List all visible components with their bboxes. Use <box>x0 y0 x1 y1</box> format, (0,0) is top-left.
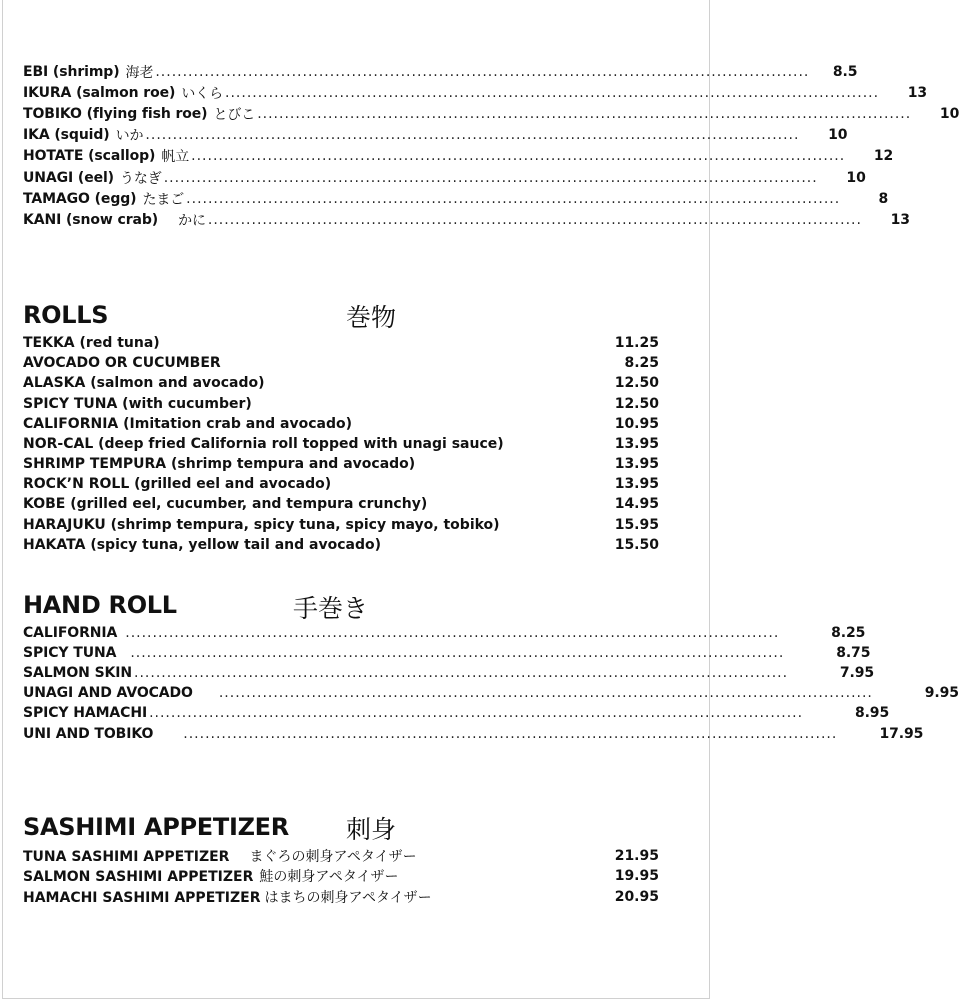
item-name: SPICY HAMACHI <box>23 705 148 721</box>
item-name: SHRIMP TEMPURA (shrimp tempura and avocado) <box>23 456 416 472</box>
item-name: CALIFORNIA <box>23 625 118 641</box>
item-price: 8 <box>878 191 889 207</box>
item-name: SALMON SASHIMI APPETIZER <box>23 869 254 885</box>
item-name: UNAGI AND AVOCADO <box>23 685 193 701</box>
menu-item <box>23 373 659 393</box>
item-price: 12 <box>873 148 894 164</box>
menu-item <box>23 434 659 454</box>
item-price: 17.95 <box>879 726 924 742</box>
item-name: IKA (squid) <box>23 127 110 143</box>
dot-leader: ........................................................................................................................ <box>149 705 804 721</box>
item-price: 21.95 <box>614 848 659 864</box>
item-price: 10.95 <box>614 416 659 432</box>
item-japanese-name: いか <box>115 128 144 144</box>
menu-item <box>23 83 928 103</box>
menu-page <box>2 0 959 999</box>
menu-item <box>23 189 889 209</box>
dot-leader: ........................................................................................................................ <box>145 127 800 143</box>
section-title-rolls: ROLLS <box>23 301 109 329</box>
dot-leader: ........................................................................................................................ <box>183 726 838 742</box>
menu-item <box>23 846 659 866</box>
item-price: 15.95 <box>614 517 659 533</box>
menu-item <box>23 394 659 414</box>
dot-leader: ........................................................................................................................ <box>207 212 862 228</box>
menu-item <box>23 494 659 514</box>
menu-item <box>23 724 924 744</box>
item-name: TEKKA (red tuna) <box>23 335 160 351</box>
item-price: 8.95 <box>854 705 890 721</box>
menu-item <box>23 866 659 886</box>
menu-item <box>23 454 659 474</box>
item-price: 15.50 <box>614 537 659 553</box>
item-name: TAMAGO (egg) <box>23 191 137 207</box>
item-japanese-name: 海老 <box>125 65 154 81</box>
item-japanese-name: はまちの刺身アペタイザー <box>264 890 432 906</box>
menu-item <box>23 146 894 166</box>
menu-item <box>23 210 910 230</box>
item-japanese-name: まぐろの刺身アペタイザー <box>249 849 417 865</box>
item-japanese-name: たまご <box>142 192 185 208</box>
item-name: SALMON SKIN <box>23 665 133 681</box>
menu-item <box>23 703 890 723</box>
menu-item <box>23 168 866 188</box>
item-price: 12.50 <box>614 375 659 391</box>
dot-leader: ........................................................................................................................ <box>130 645 785 661</box>
menu-item <box>23 62 858 82</box>
item-japanese-name: 鮭の刺身アペタイザー <box>259 869 399 885</box>
dot-leader: ........................................................................................................................ <box>134 665 789 681</box>
dot-leader: ........................................................................................................................ <box>191 148 846 164</box>
item-price: 13 <box>890 212 910 228</box>
item-japanese-name: かに <box>178 213 206 229</box>
item-name: TUNA SASHIMI APPETIZER <box>23 849 230 865</box>
item-name: KOBE (grilled eel, cucumber, and tempura crunchy) <box>23 496 428 512</box>
item-japanese-name: いくら <box>181 86 224 102</box>
item-price: 20.95 <box>614 889 659 905</box>
item-price: 11.25 <box>614 335 659 351</box>
item-name: SPICY TUNA (with cucumber) <box>23 396 252 412</box>
section-japanese-title-hand-roll: 手巻き <box>293 594 369 623</box>
menu-item <box>23 333 659 353</box>
item-price: 10 <box>828 127 848 143</box>
item-name: AVOCADO OR CUCUMBER <box>23 355 221 371</box>
item-name: ALASKA (salmon and avocado) <box>23 375 265 391</box>
item-name: CALIFORNIA (Imitation crab and avocado) <box>23 416 353 432</box>
section-japanese-title-sashimi: 刺身 <box>346 815 397 844</box>
dot-leader: ........................................................................................................................ <box>163 170 818 186</box>
menu-item <box>23 414 659 434</box>
dot-leader: ........................................................................................................................ <box>257 106 912 122</box>
section-japanese-title-rolls: 巻物 <box>346 303 397 332</box>
item-price: 13.95 <box>614 476 659 492</box>
menu-item <box>23 353 659 373</box>
item-price: 13.95 <box>614 456 659 472</box>
item-name: UNAGI (eel) <box>23 170 114 186</box>
item-price: 9.95 <box>924 685 959 701</box>
item-name: HARAJUKU (shrimp tempura, spicy tuna, spicy mayo, tobiko) <box>23 517 500 533</box>
menu-item <box>23 535 659 555</box>
item-price: 10 <box>846 170 866 186</box>
item-price: 8.25 <box>624 355 659 371</box>
menu-item <box>23 663 875 683</box>
item-name: ROCK’N ROLL (grilled eel and avocado) <box>23 476 332 492</box>
item-name: IKURA (salmon roe) <box>23 85 176 101</box>
dot-leader: ........................................................................................................................ <box>225 85 880 101</box>
dot-leader: ........................................................................................................................ <box>125 625 780 641</box>
item-price: 8.5 <box>832 64 858 80</box>
item-name: UNI AND TOBIKO <box>23 726 154 742</box>
item-price: 13.95 <box>614 436 659 452</box>
item-price: 13 <box>907 85 928 101</box>
item-price: 12.50 <box>614 396 659 412</box>
item-japanese-name: 帆立 <box>161 149 190 165</box>
item-name: HAMACHI SASHIMI APPETIZER <box>23 890 261 906</box>
menu-item <box>23 683 959 703</box>
menu-item <box>23 887 659 907</box>
item-price: 7.95 <box>839 665 875 681</box>
menu-item <box>23 104 959 124</box>
item-name: HAKATA (spicy tuna, yellow tail and avocado) <box>23 537 381 553</box>
item-name: EBI (shrimp) <box>23 64 120 80</box>
item-price: 8.75 <box>836 645 871 661</box>
item-name: TOBIKO (flying fish roe) <box>23 106 208 122</box>
item-japanese-name: とびこ <box>213 107 256 123</box>
menu-item <box>23 515 659 535</box>
item-japanese-name: うなぎ <box>119 171 162 187</box>
section-title-sashimi-appetizer: SASHIMI APPETIZER <box>23 813 289 841</box>
dot-leader: ........................................................................................................................ <box>186 191 841 207</box>
item-price: 8.25 <box>831 625 866 641</box>
menu-item <box>23 474 659 494</box>
item-price: 14.95 <box>614 496 659 512</box>
menu-item <box>23 125 848 145</box>
item-name: HOTATE (scallop) <box>23 148 156 164</box>
section-title-hand-roll: HAND ROLL <box>23 591 177 619</box>
item-name: NOR-CAL (deep fried California roll topped with unagi sauce) <box>23 436 504 452</box>
menu-item <box>23 643 871 663</box>
item-price: 19.95 <box>614 868 659 884</box>
item-name: KANI (snow crab) <box>23 212 159 228</box>
item-name: SPICY TUNA <box>23 645 117 661</box>
menu-item <box>23 623 866 643</box>
dot-leader: ........................................................................................................................ <box>218 685 873 701</box>
item-price: 10 <box>939 106 959 122</box>
dot-leader: ........................................................................................................................ <box>155 64 810 80</box>
